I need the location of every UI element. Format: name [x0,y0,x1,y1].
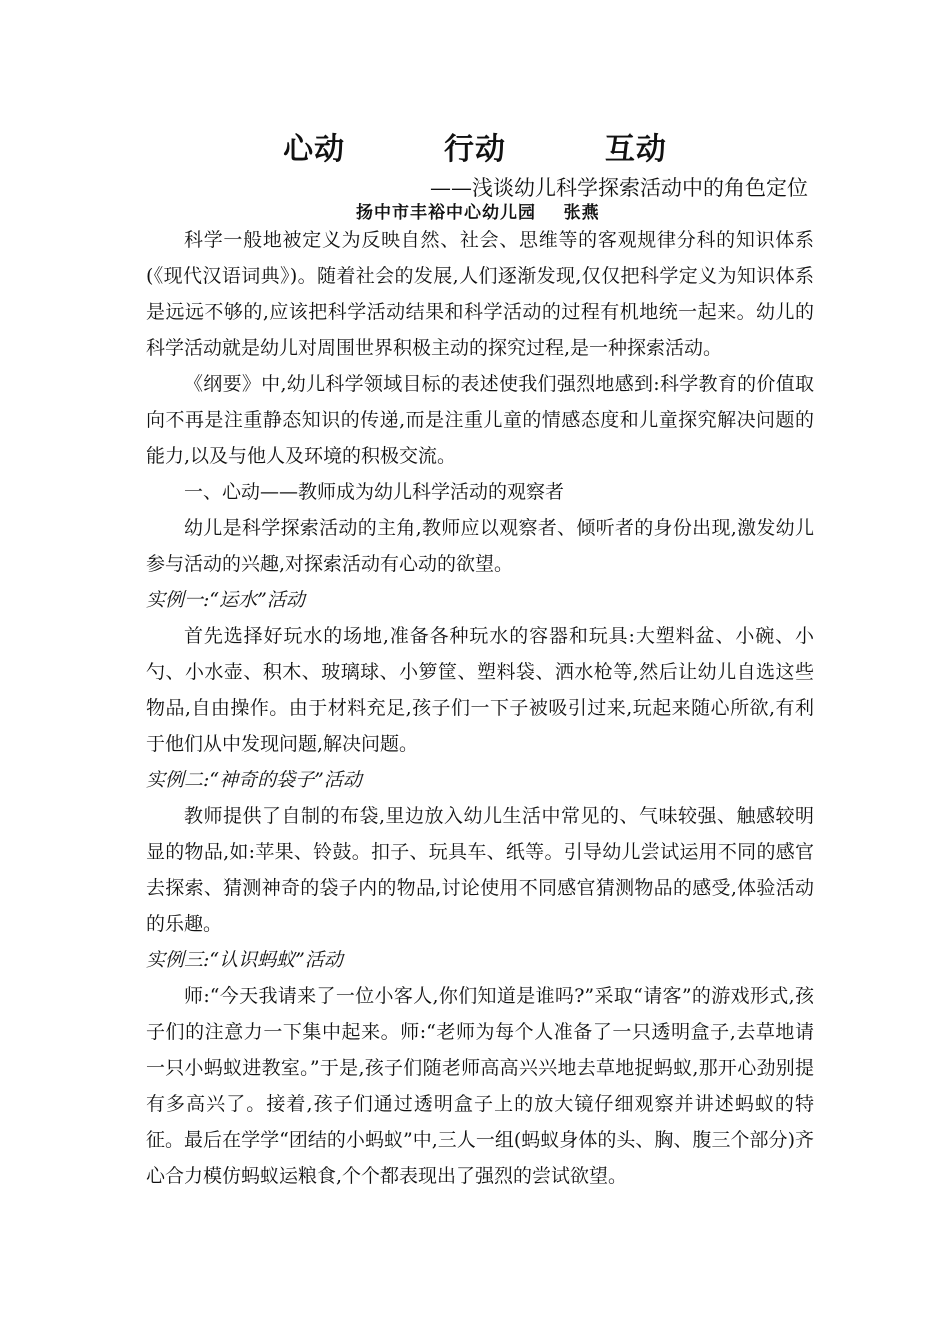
paragraph-intro: 科学一般地被定义为反映自然、社会、思维等的客观规律分科的知识体系(《现代汉语词典》)。随着社会的发展,人们逐渐发现,仅仅把科学定义为知识体系是远远不够的,应该把科学活动结果和科学活动的过程有机地统一起来。幼儿的科学活动就是幼儿对周围世界积极主动的探究过程,是一种探索活动。 [146,229,814,359]
document-title: 心动 行动 互动 [283,132,667,167]
document-subtitle: ——浅谈幼儿科学探索活动中的角色定位 [430,176,808,200]
paragraph-section-1: 幼儿是科学探索活动的主角,教师应以观察者、倾听者的身份出现,激发幼儿参与活动的兴趣,对探索活动有心动的欲望。 [146,517,814,575]
example-1-title: 实例一:“运水”活动 [146,589,305,611]
example-2-text: 教师提供了自制的布袋,里边放入幼儿生活中常见的、气味较强、触感较明显的物品,如:苹果、铃鼓。扣子、玩具车、纸等。引导幼儿尝试运用不同的感官去探索、猜测神奇的袋子内的物品,讨论使用不同感官猜测物品的感受,体验活动的乐趣。 [146,805,814,935]
example-3-text: 师:“今天我请来了一位小客人,你们知道是谁吗?”采取“请客”的游戏形式,孩子们的注意力一下集中起来。师:“老师为每个人准备了一只透明盒子,去草地请一只小蚂蚁进教室。”于是,孩子们随老师高高兴兴地去草地捉蚂蚁,那开心劲别提有多高兴了。接着,孩子们通过透明盒子上的放大镜仔细观察并讲述蚂蚁的特征。最后在学学“团结的小蚂蚁”中,三人一组(蚂蚁身体的头、胸、腹三个部分)齐心合力模仿蚂蚁运粮食,个个都表现出了强烈的尝试欲望。 [146,985,814,1187]
section-heading-1: 一、心动——教师成为幼儿科学活动的观察者 [184,481,565,503]
example-3-title: 实例三:“认识蚂蚁”活动 [146,949,343,971]
document-author: 扬中市丰裕中心幼儿园 张燕 [356,203,600,223]
paragraph-outline: 《纲要》中,幼儿科学领域目标的表述使我们强烈地感到:科学教育的价值取向不再是注重静态知识的传递,而是注重儿童的情感态度和儿童探究解决问题的能力,以及与他人及环境的积极交流。 [146,373,814,467]
document-body [146,222,814,1194]
example-1-text: 首先选择好玩水的场地,准备各种玩水的容器和玩具:大塑料盆、小碗、小勺、小水壶、积木、玻璃球、小箩筐、塑料袋、洒水枪等,然后让幼儿自选这些物品,自由操作。由于材料充足,孩子们一下子被吸引过来,玩起来随心所欲,有利于他们从中发现问题,解决问题。 [146,625,814,755]
example-2-title: 实例二:“神奇的袋子”活动 [146,769,362,791]
